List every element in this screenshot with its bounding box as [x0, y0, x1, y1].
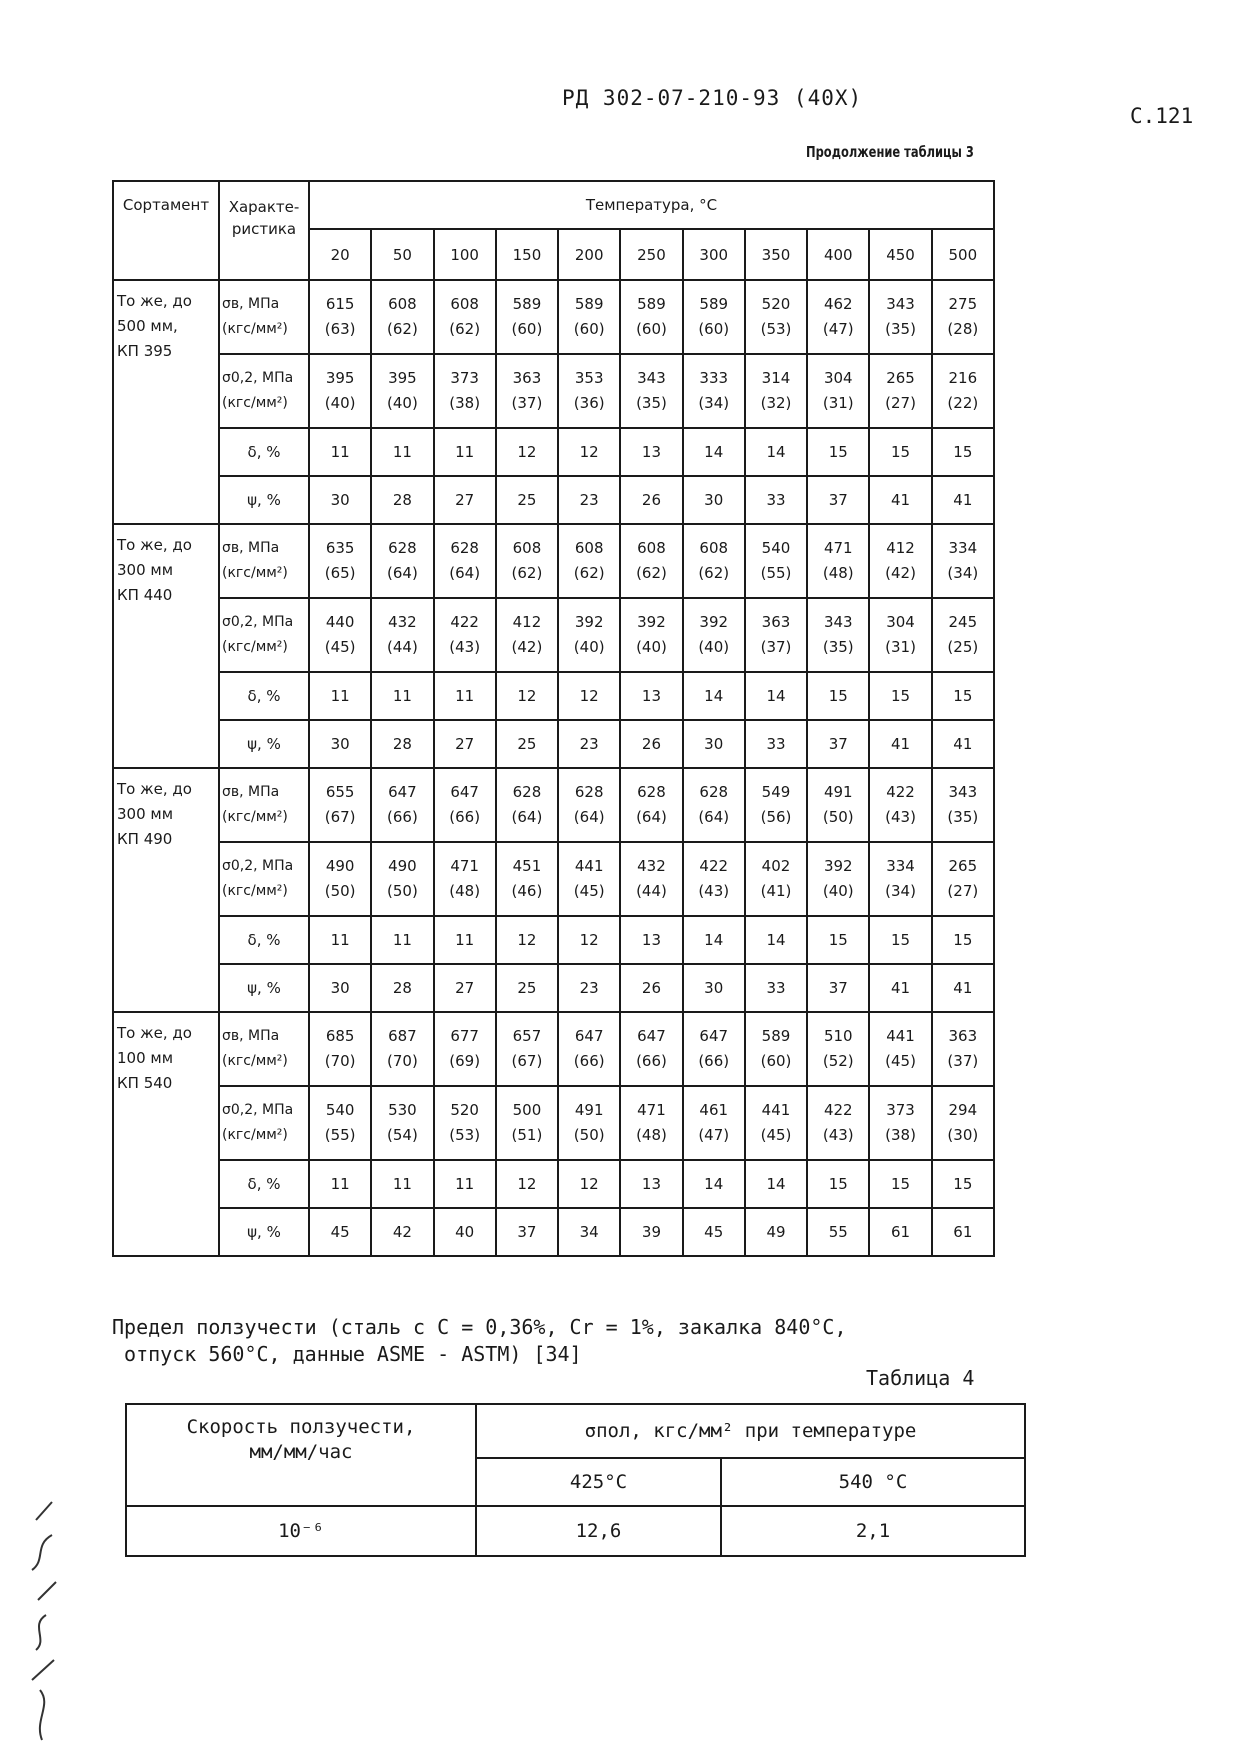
characteristic-cell: δ, % — [219, 916, 309, 964]
value-cell: 12 — [558, 428, 620, 476]
value-cell: 608 (62) — [683, 524, 745, 598]
value-cell: 11 — [371, 428, 433, 476]
header-temp-350: 350 — [745, 229, 807, 280]
value-cell: 294 (30) — [932, 1086, 994, 1160]
group-label: То же, до 300 мм КП 490 — [113, 768, 219, 1012]
value-cell: 15 — [869, 428, 931, 476]
value-cell: 471 (48) — [620, 1086, 682, 1160]
value-cell: 34 — [558, 1208, 620, 1256]
value-cell: 12 — [496, 916, 558, 964]
value-cell: 28 — [371, 720, 433, 768]
value-cell: 441 (45) — [869, 1012, 931, 1086]
value-cell: 13 — [620, 1160, 682, 1208]
value-cell: 677 (69) — [434, 1012, 496, 1086]
value-cell: 15 — [869, 672, 931, 720]
header-temp-150: 150 — [496, 229, 558, 280]
value-cell: 55 — [807, 1208, 869, 1256]
value-cell: 343 (35) — [869, 280, 931, 354]
value-cell: 11 — [309, 428, 371, 476]
characteristic-cell: δ, % — [219, 672, 309, 720]
value-cell: 333 (34) — [683, 354, 745, 428]
value-cell: 608 (62) — [434, 280, 496, 354]
table-row — [113, 598, 994, 672]
value-cell: 11 — [434, 916, 496, 964]
value-cell: 491 (50) — [558, 1086, 620, 1160]
value-cell: 471 (48) — [434, 842, 496, 916]
value-cell: 12 — [558, 672, 620, 720]
value-cell: 520 (53) — [745, 280, 807, 354]
header-temp-450: 450 — [869, 229, 931, 280]
value-cell: 373 (38) — [869, 1086, 931, 1160]
characteristic-cell: σв, МПа (кгс/мм²) — [219, 524, 309, 598]
value-cell: 26 — [620, 964, 682, 1012]
creep-speed-value: 10⁻⁶ — [126, 1506, 476, 1556]
value-cell: 28 — [371, 476, 433, 524]
characteristic-cell: σ0,2, МПа (кгс/мм²) — [219, 354, 309, 428]
value-cell: 647 (66) — [620, 1012, 682, 1086]
value-cell: 628 (64) — [683, 768, 745, 842]
characteristic-cell: ψ, % — [219, 1208, 309, 1256]
group-label: То же, до 300 мм КП 440 — [113, 524, 219, 768]
value-cell: 15 — [807, 672, 869, 720]
value-cell: 608 (62) — [558, 524, 620, 598]
value-cell: 61 — [932, 1208, 994, 1256]
value-cell: 628 (64) — [620, 768, 682, 842]
value-cell: 647 (66) — [434, 768, 496, 842]
value-cell: 15 — [932, 1160, 994, 1208]
value-cell: 647 (66) — [558, 1012, 620, 1086]
value-cell: 11 — [371, 672, 433, 720]
value-cell: 343 (35) — [932, 768, 994, 842]
value-cell: 314 (32) — [745, 354, 807, 428]
value-cell: 23 — [558, 964, 620, 1012]
value-cell: 28 — [371, 964, 433, 1012]
value-cell: 14 — [683, 428, 745, 476]
creep-limit-title: Предел ползучести (сталь с С = 0,36%, Cr = 1%, закалка 840°С, отпуск 560°С, данные ASME - ASTM) [34] — [112, 1315, 847, 1366]
value-cell: 23 — [558, 476, 620, 524]
value-cell: 647 (66) — [371, 768, 433, 842]
value-cell: 628 (64) — [496, 768, 558, 842]
value-cell: 628 (64) — [434, 524, 496, 598]
value-cell: 23 — [558, 720, 620, 768]
value-cell: 363 (37) — [932, 1012, 994, 1086]
header-sortament: Сортамент — [113, 181, 219, 280]
characteristic-cell: σ0,2, МПа (кгс/мм²) — [219, 842, 309, 916]
value-cell: 37 — [807, 964, 869, 1012]
value-cell: 11 — [371, 1160, 433, 1208]
header-temp-540: 540 °С — [721, 1458, 1025, 1506]
value-cell: 432 (44) — [371, 598, 433, 672]
value-cell: 275 (28) — [932, 280, 994, 354]
value-cell: 395 (40) — [371, 354, 433, 428]
value-cell: 12 — [496, 672, 558, 720]
value-cell: 304 (31) — [807, 354, 869, 428]
characteristic-cell: σ0,2, МПа (кгс/мм²) — [219, 1086, 309, 1160]
characteristic-cell: δ, % — [219, 428, 309, 476]
value-cell: 14 — [683, 672, 745, 720]
value-cell: 510 (52) — [807, 1012, 869, 1086]
value-cell: 15 — [869, 1160, 931, 1208]
value-cell: 265 (27) — [932, 842, 994, 916]
value-cell: 395 (40) — [309, 354, 371, 428]
table-row — [113, 1208, 994, 1256]
table-row — [113, 1012, 994, 1086]
value-cell: 25 — [496, 720, 558, 768]
characteristic-cell: δ, % — [219, 1160, 309, 1208]
value-cell: 11 — [434, 1160, 496, 1208]
value-cell: 373 (38) — [434, 354, 496, 428]
value-cell: 615 (63) — [309, 280, 371, 354]
value-cell: 12 — [558, 1160, 620, 1208]
value-cell: 216 (22) — [932, 354, 994, 428]
value-cell: 15 — [932, 916, 994, 964]
value-cell: 33 — [745, 476, 807, 524]
table-continuation-label: Продолжение таблицы 3 — [806, 143, 974, 161]
value-cell: 304 (31) — [869, 598, 931, 672]
value-cell: 33 — [745, 964, 807, 1012]
table-row — [113, 1160, 994, 1208]
value-cell: 412 (42) — [496, 598, 558, 672]
value-cell: 441 (45) — [558, 842, 620, 916]
value-cell: 30 — [683, 476, 745, 524]
value-cell: 635 (65) — [309, 524, 371, 598]
value-cell: 353 (36) — [558, 354, 620, 428]
characteristic-cell: σв, МПа (кгс/мм²) — [219, 768, 309, 842]
document-code: РД 302-07-210-93 (40Х) — [562, 86, 863, 110]
value-cell: 40 — [434, 1208, 496, 1256]
value-cell: 343 (35) — [807, 598, 869, 672]
value-cell: 432 (44) — [620, 842, 682, 916]
table-row — [113, 720, 994, 768]
table-row — [113, 476, 994, 524]
value-cell: 30 — [309, 964, 371, 1012]
value-cell: 608 (62) — [496, 524, 558, 598]
creep-table — [125, 1403, 1026, 1557]
value-cell: 422 (43) — [683, 842, 745, 916]
value-cell: 45 — [309, 1208, 371, 1256]
value-cell: 25 — [496, 476, 558, 524]
value-cell: 27 — [434, 476, 496, 524]
value-cell: 655 (67) — [309, 768, 371, 842]
value-cell: 422 (43) — [869, 768, 931, 842]
value-cell: 27 — [434, 964, 496, 1012]
value-cell: 687 (70) — [371, 1012, 433, 1086]
mechanical-properties-table — [112, 180, 995, 1257]
value-cell: 42 — [371, 1208, 433, 1256]
value-cell: 41 — [932, 964, 994, 1012]
header-temp-250: 250 — [620, 229, 682, 280]
value-cell: 12 — [496, 1160, 558, 1208]
value-cell: 14 — [745, 428, 807, 476]
table-row — [113, 354, 994, 428]
value-cell: 589 (60) — [496, 280, 558, 354]
value-cell: 540 (55) — [745, 524, 807, 598]
value-cell: 26 — [620, 476, 682, 524]
value-cell: 657 (67) — [496, 1012, 558, 1086]
value-cell: 15 — [869, 916, 931, 964]
value-cell: 39 — [620, 1208, 682, 1256]
value-cell: 37 — [496, 1208, 558, 1256]
characteristic-cell: ψ, % — [219, 476, 309, 524]
value-cell: 14 — [683, 1160, 745, 1208]
characteristic-cell: ψ, % — [219, 964, 309, 1012]
value-cell: 461 (47) — [683, 1086, 745, 1160]
header-temp-400: 400 — [807, 229, 869, 280]
value-cell: 462 (47) — [807, 280, 869, 354]
value-cell: 11 — [309, 672, 371, 720]
value-cell: 490 (50) — [371, 842, 433, 916]
value-cell: 392 (40) — [683, 598, 745, 672]
value-cell: 41 — [869, 720, 931, 768]
value-cell: 491 (50) — [807, 768, 869, 842]
page-number: С.121 — [1130, 104, 1194, 128]
value-cell: 520 (53) — [434, 1086, 496, 1160]
table-row — [113, 672, 994, 720]
value-cell: 26 — [620, 720, 682, 768]
value-cell: 589 (60) — [620, 280, 682, 354]
characteristic-cell: σ0,2, МПа (кгс/мм²) — [219, 598, 309, 672]
table-row — [113, 280, 994, 354]
value-cell: 608 (62) — [620, 524, 682, 598]
header-temperature: Температура, °С — [309, 181, 994, 229]
value-cell: 440 (45) — [309, 598, 371, 672]
group-label: То же, до 500 мм, КП 395 — [113, 280, 219, 524]
value-cell: 30 — [683, 720, 745, 768]
value-cell: 685 (70) — [309, 1012, 371, 1086]
header-creep-stress: σпол, кгс/мм² при температуре — [476, 1404, 1025, 1458]
value-cell: 392 (40) — [558, 598, 620, 672]
value-cell: 422 (43) — [434, 598, 496, 672]
table-row — [113, 768, 994, 842]
table-row — [113, 842, 994, 916]
value-cell: 334 (34) — [932, 524, 994, 598]
value-cell: 265 (27) — [869, 354, 931, 428]
header-temp-20: 20 — [309, 229, 371, 280]
value-cell: 13 — [620, 916, 682, 964]
value-cell: 412 (42) — [869, 524, 931, 598]
value-cell: 540 (55) — [309, 1086, 371, 1160]
value-cell: 15 — [932, 428, 994, 476]
characteristic-cell: σв, МПа (кгс/мм²) — [219, 1012, 309, 1086]
value-cell: 589 (60) — [558, 280, 620, 354]
value-cell: 25 — [496, 964, 558, 1012]
value-cell: 13 — [620, 672, 682, 720]
value-cell: 13 — [620, 428, 682, 476]
value-cell: 628 (64) — [558, 768, 620, 842]
header-temp-500: 500 — [932, 229, 994, 280]
value-cell: 392 (40) — [807, 842, 869, 916]
value-cell: 14 — [683, 916, 745, 964]
value-cell: 15 — [807, 428, 869, 476]
value-cell: 500 (51) — [496, 1086, 558, 1160]
characteristic-cell: σв, МПа (кгс/мм²) — [219, 280, 309, 354]
value-cell: 15 — [807, 916, 869, 964]
value-cell: 37 — [807, 720, 869, 768]
table-row — [113, 428, 994, 476]
value-cell: 41 — [932, 476, 994, 524]
value-cell: 15 — [807, 1160, 869, 1208]
creep-stress-540: 2,1 — [721, 1506, 1025, 1556]
group-label: То же, до 100 мм КП 540 — [113, 1012, 219, 1256]
value-cell: 392 (40) — [620, 598, 682, 672]
value-cell: 647 (66) — [683, 1012, 745, 1086]
value-cell: 12 — [558, 916, 620, 964]
header-temp-100: 100 — [434, 229, 496, 280]
table4-label: Таблица 4 — [866, 1366, 975, 1390]
value-cell: 530 (54) — [371, 1086, 433, 1160]
value-cell: 451 (46) — [496, 842, 558, 916]
value-cell: 45 — [683, 1208, 745, 1256]
header-creep-speed: Скорость ползучести, мм/мм/час — [126, 1404, 476, 1506]
value-cell: 589 (60) — [683, 280, 745, 354]
value-cell: 14 — [745, 672, 807, 720]
header-temp-425: 425°С — [476, 1458, 721, 1506]
value-cell: 27 — [434, 720, 496, 768]
value-cell: 628 (64) — [371, 524, 433, 598]
handwritten-annotation — [12, 1490, 72, 1750]
value-cell: 41 — [869, 476, 931, 524]
value-cell: 471 (48) — [807, 524, 869, 598]
table-row — [113, 916, 994, 964]
value-cell: 11 — [309, 916, 371, 964]
value-cell: 41 — [869, 964, 931, 1012]
value-cell: 549 (56) — [745, 768, 807, 842]
value-cell: 37 — [807, 476, 869, 524]
value-cell: 334 (34) — [869, 842, 931, 916]
value-cell: 14 — [745, 1160, 807, 1208]
value-cell: 422 (43) — [807, 1086, 869, 1160]
table-row — [113, 964, 994, 1012]
value-cell: 12 — [496, 428, 558, 476]
value-cell: 11 — [371, 916, 433, 964]
value-cell: 363 (37) — [745, 598, 807, 672]
value-cell: 11 — [434, 672, 496, 720]
header-temp-300: 300 — [683, 229, 745, 280]
value-cell: 61 — [869, 1208, 931, 1256]
table-row — [113, 524, 994, 598]
header-temp-50: 50 — [371, 229, 433, 280]
value-cell: 30 — [309, 476, 371, 524]
value-cell: 363 (37) — [496, 354, 558, 428]
value-cell: 490 (50) — [309, 842, 371, 916]
value-cell: 41 — [932, 720, 994, 768]
value-cell: 608 (62) — [371, 280, 433, 354]
value-cell: 30 — [309, 720, 371, 768]
value-cell: 11 — [434, 428, 496, 476]
header-temp-200: 200 — [558, 229, 620, 280]
value-cell: 11 — [309, 1160, 371, 1208]
creep-stress-425: 12,6 — [476, 1506, 721, 1556]
value-cell: 14 — [745, 916, 807, 964]
value-cell: 30 — [683, 964, 745, 1012]
value-cell: 245 (25) — [932, 598, 994, 672]
value-cell: 589 (60) — [745, 1012, 807, 1086]
value-cell: 441 (45) — [745, 1086, 807, 1160]
value-cell: 343 (35) — [620, 354, 682, 428]
characteristic-cell: ψ, % — [219, 720, 309, 768]
value-cell: 33 — [745, 720, 807, 768]
header-characteristic: Характе- ристика — [219, 181, 309, 280]
value-cell: 49 — [745, 1208, 807, 1256]
table-row — [113, 1086, 994, 1160]
value-cell: 15 — [932, 672, 994, 720]
value-cell: 402 (41) — [745, 842, 807, 916]
